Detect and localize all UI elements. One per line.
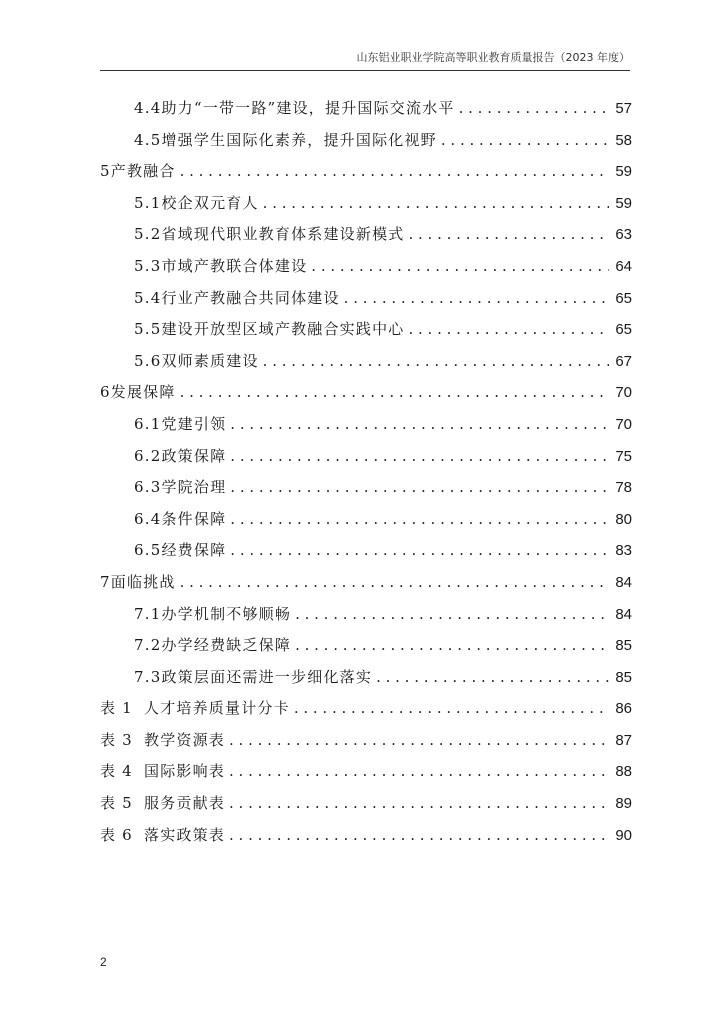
toc-entry-title: 教学资源表 <box>144 730 226 749</box>
toc-entry-title: 双师素质建设 <box>161 351 259 370</box>
toc-entry-number: 表 1 <box>100 699 133 718</box>
toc-entry[interactable] <box>100 93 632 125</box>
dot-leader <box>230 504 609 536</box>
toc-entry-title: 党建引领 <box>161 414 227 433</box>
toc-entry-page: 80 <box>615 510 632 528</box>
dot-leader <box>459 93 610 125</box>
toc-entry-page: 78 <box>615 479 632 497</box>
toc-entry-page: 64 <box>615 257 632 275</box>
toc-entry[interactable] <box>100 567 632 599</box>
toc-entry[interactable] <box>100 693 632 725</box>
toc-entry-title: 增强学生国际化素养，提升国际化视野 <box>161 130 437 149</box>
toc-entry[interactable] <box>100 756 632 788</box>
toc-entry-number: 6.1 <box>134 414 162 433</box>
toc-entry[interactable] <box>100 630 632 662</box>
dot-leader <box>180 377 610 409</box>
table-of-contents <box>100 93 632 851</box>
toc-entry[interactable] <box>100 156 632 188</box>
toc-entry-page: 70 <box>615 384 632 402</box>
toc-entry-page: 85 <box>615 637 632 655</box>
toc-entry[interactable] <box>100 504 632 536</box>
toc-entry[interactable] <box>100 283 632 315</box>
dot-leader <box>295 599 609 631</box>
toc-entry-number: 5.5 <box>134 320 162 339</box>
toc-entry-title: 市域产教联合体建设 <box>161 256 308 275</box>
toc-entry-number: 表 4 <box>100 762 133 781</box>
toc-entry-page: 63 <box>615 226 632 244</box>
dot-leader <box>180 567 610 599</box>
toc-entry-title: 建设开放型区域产教融合实践中心 <box>161 320 405 339</box>
toc-entry-title: 办学经费缺乏保障 <box>161 636 292 655</box>
toc-entry-page: 85 <box>615 668 632 686</box>
toc-entry-number: 表 5 <box>100 794 133 813</box>
toc-entry-title: 人才培养质量计分卡 <box>144 699 290 718</box>
toc-entry-number: 5.4 <box>134 288 162 307</box>
toc-entry-number: 4.5 <box>134 130 162 149</box>
toc-entry[interactable] <box>100 599 632 631</box>
toc-entry-number: 7.2 <box>134 636 162 655</box>
toc-entry[interactable] <box>100 409 632 441</box>
dot-leader <box>344 283 610 315</box>
dot-leader <box>408 314 609 346</box>
toc-entry-number: 7.1 <box>134 604 162 623</box>
toc-entry-number: 6.4 <box>134 509 162 528</box>
toc-entry-number: 表 6 <box>100 825 133 844</box>
toc-entry-number: 5.2 <box>134 225 162 244</box>
toc-entry-number: 6.5 <box>134 541 162 560</box>
toc-entry-page: 87 <box>615 731 632 749</box>
toc-entry[interactable] <box>100 346 632 378</box>
toc-entry-page: 83 <box>615 542 632 560</box>
toc-entry-title: 面临挑战 <box>110 572 176 591</box>
header-title: 山东铝业职业学院高等职业教育质量报告（2023 年度） <box>356 51 630 64</box>
toc-entry-page: 65 <box>615 289 632 307</box>
toc-entry-page: 86 <box>615 700 632 718</box>
toc-entry-title: 条件保障 <box>161 509 227 528</box>
dot-leader <box>180 156 610 188</box>
toc-entry-title: 服务贡献表 <box>144 794 226 813</box>
dot-leader <box>229 725 609 757</box>
toc-entry-page: 58 <box>615 131 632 149</box>
toc-entry-title: 国际影响表 <box>144 762 226 781</box>
toc-entry-number: 6.2 <box>134 446 162 465</box>
toc-entry-number: 5 <box>100 162 111 181</box>
page-number: 2 <box>100 955 107 969</box>
toc-entry[interactable] <box>100 820 632 852</box>
dot-leader <box>263 346 610 378</box>
toc-entry-title: 办学机制不够顺畅 <box>161 604 292 623</box>
dot-leader <box>230 472 609 504</box>
toc-entry-title: 省域现代职业教育体系建设新模式 <box>161 225 405 244</box>
toc-entry-page: 70 <box>615 415 632 433</box>
toc-entry-page: 67 <box>615 352 632 370</box>
toc-entry-title: 学院治理 <box>161 478 227 497</box>
toc-entry-number: 表 3 <box>100 730 133 749</box>
dot-leader <box>230 535 609 567</box>
toc-entry-title: 行业产教融合共同体建设 <box>161 288 340 307</box>
dot-leader <box>408 219 609 251</box>
dot-leader <box>229 788 609 820</box>
toc-entry[interactable] <box>100 188 632 220</box>
toc-entry-title: 产教融合 <box>110 162 176 181</box>
toc-entry[interactable] <box>100 788 632 820</box>
toc-entry-number: 5.6 <box>134 351 162 370</box>
toc-entry-page: 88 <box>615 763 632 781</box>
dot-leader <box>229 820 609 852</box>
toc-entry-page: 65 <box>615 321 632 339</box>
toc-entry-number: 7 <box>100 572 111 591</box>
toc-entry-page: 75 <box>615 447 632 465</box>
dot-leader <box>263 188 610 220</box>
toc-entry-page: 59 <box>615 194 632 212</box>
toc-entry-title: 发展保障 <box>110 383 176 402</box>
toc-entry-page: 90 <box>615 826 632 844</box>
toc-entry[interactable] <box>100 377 632 409</box>
toc-entry-number: 7.3 <box>134 667 162 686</box>
dot-leader <box>441 125 609 157</box>
toc-entry-title: 落实政策表 <box>144 825 226 844</box>
toc-entry[interactable] <box>100 725 632 757</box>
toc-entry[interactable] <box>100 441 632 473</box>
toc-entry-number: 5.3 <box>134 256 162 275</box>
toc-entry[interactable] <box>100 219 632 251</box>
dot-leader <box>294 693 610 725</box>
toc-entry[interactable] <box>100 662 632 694</box>
toc-entry-number: 4.4 <box>134 99 162 117</box>
toc-entry[interactable] <box>100 125 632 157</box>
toc-entry-title: 政策保障 <box>161 446 227 465</box>
toc-entry-title: 助力“一带一路”建设，提升国际交流水平 <box>161 99 455 117</box>
toc-entry-number: 6.3 <box>134 478 162 497</box>
dot-leader <box>311 251 609 283</box>
running-header <box>100 50 630 71</box>
toc-entry[interactable] <box>100 535 632 567</box>
toc-entry-title: 经费保障 <box>161 541 227 560</box>
dot-leader <box>229 756 609 788</box>
toc-entry[interactable] <box>100 472 632 504</box>
dot-leader <box>295 630 609 662</box>
toc-entry-page: 84 <box>615 605 632 623</box>
dot-leader <box>230 441 609 473</box>
toc-entry-page: 59 <box>615 163 632 181</box>
toc-entry-number: 5.1 <box>134 193 162 212</box>
toc-entry-page: 89 <box>615 795 632 813</box>
toc-entry[interactable] <box>100 251 632 283</box>
toc-entry-number: 6 <box>100 383 111 402</box>
dot-leader <box>376 662 609 694</box>
toc-entry[interactable] <box>100 314 632 346</box>
toc-entry-page: 84 <box>615 573 632 591</box>
toc-entry-page: 57 <box>615 100 632 117</box>
toc-entry-title: 校企双元育人 <box>161 193 259 212</box>
toc-entry-title: 政策层面还需进一步细化落实 <box>161 667 373 686</box>
dot-leader <box>230 409 609 441</box>
